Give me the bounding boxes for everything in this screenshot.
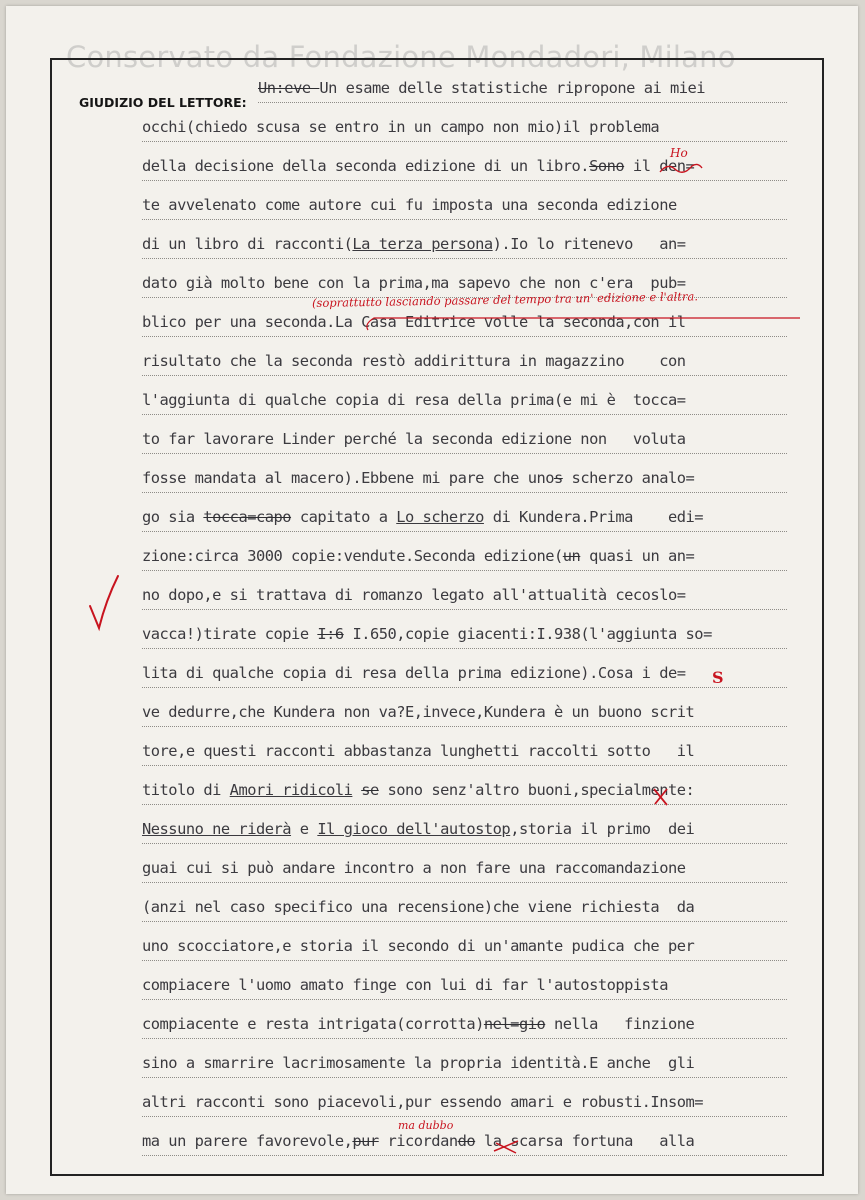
text-line: Nessuno ne riderà e Il gioco dell'autostop,storia il primo dei (142, 817, 787, 844)
handwritten-ma-dubbo: ma dubbo (398, 1119, 454, 1132)
text-line: di un libro di racconti(La terza persona).Io lo ritenevo an= (142, 232, 787, 259)
text-line: l'aggiunta di qualche copia di resa della prima(e mi è tocca= (142, 388, 787, 415)
watermark: Conservato da Fondazione Mondadori, Milano (66, 40, 736, 74)
text-line: tore,e questi racconti abbastanza lunghetti raccolti sotto il (142, 739, 787, 766)
story-title: Il gioco dell'autostop (317, 820, 511, 838)
text-line: to far lavorare Linder perché la seconda edizione non voluta (142, 427, 787, 454)
text-line: dato già molto bene con la prima,ma sapevo che non c'era pub= (142, 271, 787, 298)
text-line: lita di qualche copia di resa della prima edizione).Cosa i de= (142, 661, 787, 688)
red-x-mark-icon (650, 786, 672, 808)
red-checkmark-icon (86, 572, 122, 632)
handwritten-insertion: (soprattutto lasciando passare del tempo tra un' edizione e l'altra. (311, 289, 699, 310)
text-line: vacca!)tirate copie I:6 I.650,copie giacenti:I.938(l'aggiunta so= (142, 622, 787, 649)
text-line: occhi(chiedo scusa se entro in un campo non mio)il problema (142, 115, 787, 142)
text-line: sino a smarrire lacrimosamente la propria identità.E anche gli (142, 1051, 787, 1078)
insertion-caret-icon (360, 314, 810, 336)
reader-judgment-label: GIUDIZIO DEL LETTORE: (79, 95, 247, 110)
handwritten-s-mark: S (712, 668, 724, 687)
text-line: della decisione della seconda edizione di un libro.Sono il den= (142, 154, 787, 181)
text-line: risultato che la seconda restò addirittura in magazzino con (142, 349, 787, 376)
text-line: altri racconti sono piacevoli,pur essendo amari e robusti.Insom= (142, 1090, 787, 1117)
text-line: uno scocciatore,e storia il secondo di un'amante pudica che per (142, 934, 787, 961)
text-line: te avvelenato come autore cui fu imposta una seconda edizione (142, 193, 787, 220)
page-frame (50, 58, 824, 1176)
text-line: Un:eve Un esame delle statistiche ripropone ai miei (258, 76, 787, 103)
text-line: zione:circa 3000 copie:vendute.Seconda edizione(un quasi un an= (142, 544, 787, 571)
text-line: guai cui si può andare incontro a non fare una raccomandazione (142, 856, 787, 883)
book-title: Lo scherzo (396, 508, 484, 526)
book-title: La terza persona (352, 235, 493, 253)
text-line: titolo di Amori ridicoli se sono senz'altro buoni,specialmente: (142, 778, 787, 805)
text-line: fosse mandata al macero).Ebbene mi pare che unos scherzo analo= (142, 466, 787, 493)
text-line: go sia tocca=capo capitato a Lo scherzo di Kundera.Prima edi= (142, 505, 787, 532)
text-line: ma un parere favorevole,pur ricordando la scarsa fortuna alla (142, 1129, 787, 1156)
handwritten-ho: Ho (670, 146, 688, 160)
story-title: Nessuno ne riderà (142, 820, 292, 838)
red-strike-scribble-icon (492, 1137, 522, 1157)
text-line: no dopo,e si trattava di romanzo legato all'attualità cecoslo= (142, 583, 787, 610)
text-line: compiacente e resta intrigata(corrotta)nel=gio nella finzione (142, 1012, 787, 1039)
text-line: ve dedurre,che Kundera non va?E,invece,Kundera è un buono scrit (142, 700, 787, 727)
book-title: Amori ridicoli (229, 781, 353, 799)
text-line: compiacere l'uomo amato finge con lui di far l'autostoppista (142, 973, 787, 1000)
text-line: (anzi nel caso specifico una recensione)che viene richiesta da (142, 895, 787, 922)
red-scribble-icon (656, 158, 706, 178)
text-line: blico per una seconda.La Casa Editrice volle la seconda,con il (142, 310, 787, 337)
